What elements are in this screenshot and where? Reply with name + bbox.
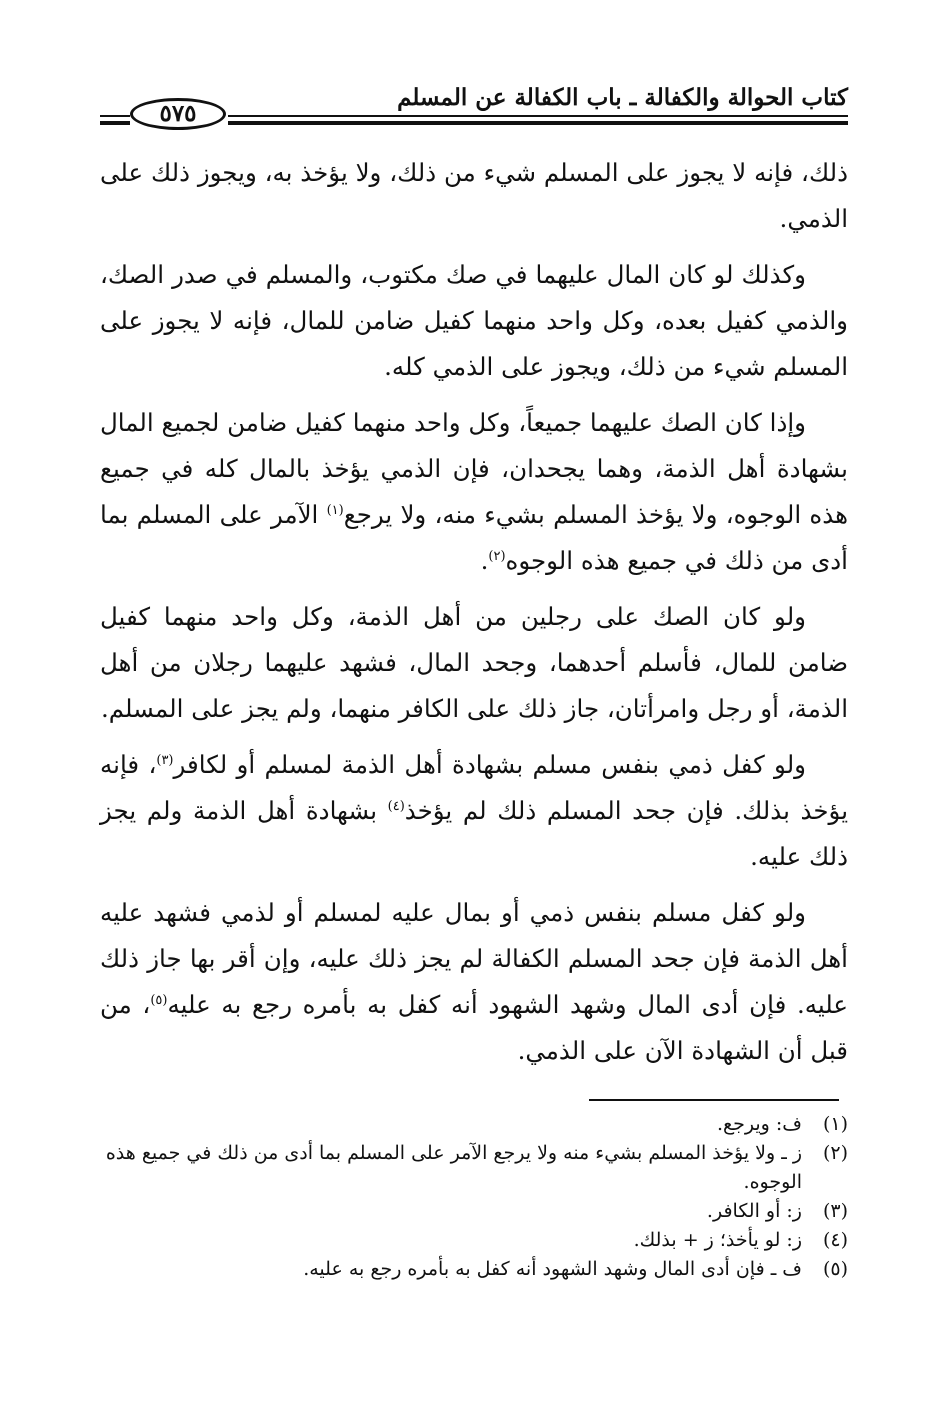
page-number: ٥٧٥	[130, 98, 226, 130]
footnote-marker: (٣)	[156, 752, 174, 768]
footnote-number: (٣)	[822, 1200, 848, 1222]
footnote	[100, 1139, 848, 1197]
footnote-number: (٥)	[822, 1258, 848, 1280]
main-text	[100, 150, 848, 1084]
running-title: كتاب الحوالة والكفالة ـ باب الكفالة عن المسلم	[397, 84, 848, 111]
footnote-number: (٤)	[822, 1229, 848, 1251]
footnote-number: (١)	[822, 1113, 848, 1135]
paragraph: ولو كفل ذمي بنفس مسلم بشهادة أهل الذمة لمسلم أو لكافر$^{(٣)}$، فإنه يؤخذ بذلك. فإن جحد المسلم ذلك لم يؤخذ$^{(٤)}$ بشهادة أهل الذمة ولم يجز ذلك عليه.	[100, 750, 849, 871]
page-header	[100, 76, 848, 136]
footnote-number: (٢)	[822, 1142, 848, 1164]
footnote-marker: (٤)	[387, 798, 405, 814]
paragraph: ولو كفل مسلم بنفس ذمي أو بمال عليه لمسلم أو لذمي فشهد عليه أهل الذمة فإن جحد المسلم الكفالة لم يجز ذلك عليه، وإن أقر بها جاز ذلك عليه. فإن أدى المال وشهد الشهود أنه كفل به بأمره رجع به عليه$^{(٥)}$، من قبل أن الشهادة الآن على الذمي.	[100, 898, 848, 1065]
paragraph: وإذا كان الصك عليهما جميعاً، وكل واحد منهما كفيل ضامن لجميع المال بشهادة أهل الذمة، وهما يجحدان، فإن الذمي يؤخذ بالمال كله في جميع هذه الوجوه، ولا يؤخذ المسلم بشيء منه، ولا يرجع$^{(١)}$ الآمر على المسلم بما أدى من ذلك في جميع هذه الوجوه$^{(٢)}$.	[99, 408, 848, 575]
paragraph: ذلك، فإنه لا يجوز على المسلم شيء من ذلك، ولا يؤخذ به، ويجوز ذلك على الذمي.	[100, 158, 848, 233]
paragraph: ولو كان الصك على رجلين من أهل الذمة، وكل واحد منهما كفيل ضامن للمال، فأسلم أحدهما، وجحد المال، فشهد عليهما رجلان من أهل الذمة، أو رجل وامرأتان، جاز ذلك على الكافر منهما، ولم يجز على المسلم.	[100, 602, 848, 723]
footnote	[100, 1226, 848, 1255]
footnote-text: ز: لو يأخذ؛ ز + بذلك.	[633, 1229, 802, 1251]
footnote-separator	[589, 1099, 839, 1101]
footnote	[100, 1255, 848, 1284]
footnote-marker: (٥)	[150, 992, 168, 1008]
paragraph: وكذلك لو كان المال عليهما في صك مكتوب، والمسلم في صدر الصك، والذمي كفيل بعده، وكل واحد منهما كفيل ضامن للمال، فإنه لا يجوز على المسلم شيء من ذلك، ويجوز على الذمي كله.	[100, 260, 848, 381]
footnote	[100, 1110, 848, 1139]
footnote-marker: (٢)	[488, 548, 506, 564]
footnote	[100, 1197, 848, 1226]
footnote-text: ف: ويرجع.	[717, 1113, 802, 1135]
footnote-text: ز: أو الكافر.	[706, 1200, 802, 1222]
footnotes	[100, 1110, 848, 1284]
footnote-text: ز ـ ولا يؤخذ المسلم بشيء منه ولا يرجع الآمر على المسلم بما أدى من ذلك في جميع هذه الوجوه.	[105, 1142, 802, 1193]
footnote-marker: (١)	[326, 502, 344, 518]
footnote-text: ف ـ فإن أدى المال وشهد الشهود أنه كفل به بأمره رجع به عليه.	[303, 1258, 802, 1280]
